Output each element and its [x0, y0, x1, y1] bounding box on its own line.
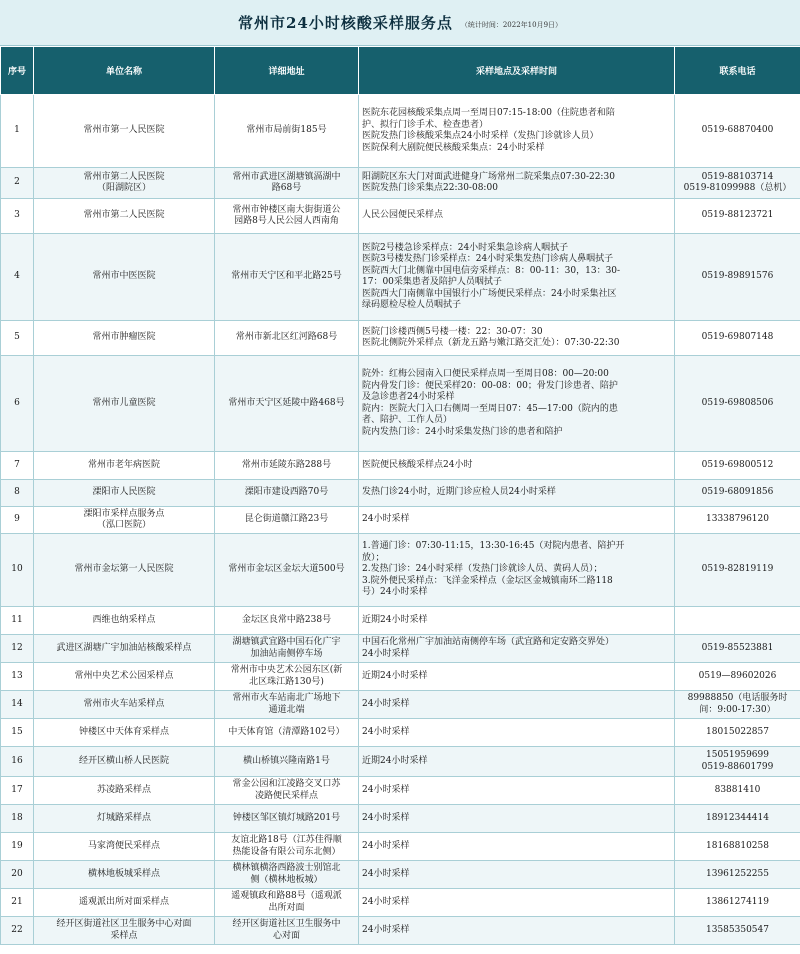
cell-unit-name: [34, 234, 215, 321]
cell-sampling-time: [359, 356, 675, 452]
cell-address-line: 园路8号人民公园人西南角: [234, 216, 339, 226]
cell-sampling-time-line: 医院2号楼急诊采样点：24小时采集急诊病人咽拭子: [362, 242, 569, 253]
table-row: [1, 356, 800, 452]
cell-address-line: 北区珠江路130号): [249, 676, 324, 687]
cell-unit-name: [34, 507, 215, 534]
cell-sampling-time-line: 发热门诊24小时，近期门诊应检人员24小时采样: [362, 487, 556, 498]
sampling-sites-table: [0, 46, 800, 945]
cell-address: [215, 480, 359, 507]
cell-phone: [675, 321, 800, 356]
cell-address-line: 中天体育馆（清潭路102号）: [228, 726, 345, 737]
cell-unit-name: [34, 777, 215, 805]
cell-unit-name: [34, 607, 215, 635]
cell-phone: [675, 95, 800, 168]
cell-sampling-time-line: 阳湖院区东大门对面武进健身广场常州二院采集点07:30-22:30: [362, 171, 615, 182]
cell-phone-line: 0519-88103714: [701, 171, 774, 182]
cell-index: 19: [1, 833, 34, 861]
cell-address-line: 昆仑街道赣江路23号: [244, 514, 329, 525]
cell-phone: [675, 663, 800, 691]
cell-address: [215, 321, 359, 356]
cell-unit-name-line: 采样点: [110, 930, 138, 941]
cell-address: [215, 663, 359, 691]
cell-unit-name-line: 常州市第二人民医院: [83, 171, 165, 182]
cell-index: 10: [1, 534, 34, 607]
cell-phone: [675, 691, 800, 719]
cell-phone-line: 89988850（电话服务时: [687, 693, 788, 703]
cell-unit-name-line: 常州市第一人民医院: [83, 125, 165, 136]
cell-sampling-time: [359, 889, 675, 917]
table-row: [1, 95, 800, 168]
cell-index: 13: [1, 663, 34, 691]
cell-address: [215, 747, 359, 777]
cell-unit-name-line: 经开区横山桥人民医院: [78, 755, 169, 766]
table-body: [1, 95, 800, 945]
cell-phone-line: 0519-88601799: [701, 761, 774, 772]
table-row: [1, 861, 800, 889]
table-row: [1, 805, 800, 833]
cell-index: 7: [1, 452, 34, 480]
table-row: [1, 607, 800, 635]
cell-sampling-time-line: 医院西大门南侧靠中国银行小广场便民采样点：24小时采集社区: [362, 288, 617, 299]
cell-address-line: 常州市天宁区和平北路25号: [231, 271, 342, 282]
cell-index: 20: [1, 861, 34, 889]
table-row: [1, 747, 800, 777]
cell-index: 21: [1, 889, 34, 917]
cell-phone: [675, 861, 800, 889]
cell-sampling-time-line: 2.发热门诊：24小时采样（发热门诊就诊人员、黄码人员）；: [362, 564, 603, 575]
cell-sampling-time: [359, 719, 675, 747]
table-row: [1, 889, 800, 917]
cell-unit-name-line: 横林地板城采样点: [87, 868, 160, 879]
cell-address: [215, 168, 359, 199]
cell-sampling-time: [359, 95, 675, 168]
cell-sampling-time-line: 24小时采样: [362, 514, 410, 525]
cell-phone: [675, 607, 800, 635]
cell-sampling-time-line: 24小时采样: [362, 648, 410, 659]
cell-sampling-time-line: 24小时采样: [362, 812, 410, 823]
cell-index: 8: [1, 480, 34, 507]
table-row: [1, 719, 800, 747]
cell-address: [215, 199, 359, 234]
cell-address-line: 湖塘镇武宜路中国石化广宇: [232, 637, 341, 647]
cell-sampling-time-line: 24小时采样: [362, 924, 410, 935]
cell-index: 3: [1, 199, 34, 234]
cell-phone: [675, 356, 800, 452]
cell-index: 14: [1, 691, 34, 719]
cell-phone-line: 0519-69807148: [701, 332, 774, 343]
cell-index: 15: [1, 719, 34, 747]
cell-index: 18: [1, 805, 34, 833]
cell-sampling-time-line: 医院门诊楼西侧5号楼一楼：22：30-07：30: [362, 326, 543, 337]
cell-phone-line: 13961252255: [706, 868, 769, 879]
cell-phone-line: 0519-85523881: [701, 642, 774, 653]
cell-address: [215, 833, 359, 861]
cell-sampling-time-line: 者、陪护、工作人员）: [362, 415, 453, 425]
cell-sampling-time-line: 中国石化常州广宇加油站南侧停车场（武宜路和定安路交界处）: [362, 637, 615, 647]
table-row: [1, 168, 800, 199]
cell-address-line: 热能设备有限公司东北侧）: [232, 846, 341, 857]
cell-unit-name: [34, 691, 215, 719]
cell-unit-name-line: （泓口医院）: [96, 520, 151, 530]
cell-sampling-time-line: 医院3号楼发热门诊采样点：24小时采集发热门诊病人鼻咽拭子: [362, 254, 614, 264]
cell-sampling-time-line: 17：00采集患者及陪护人员咽拭子: [362, 277, 502, 287]
cell-phone: [675, 889, 800, 917]
cell-unit-name-line: 武进区湖塘广宇加油站核酸采样点: [56, 642, 192, 653]
table-row: [1, 833, 800, 861]
cell-address-line: 横山桥镇兴隆南路1号: [243, 755, 330, 766]
cell-address: [215, 917, 359, 945]
cell-sampling-time-line: 医院便民核酸采样点24小时: [362, 459, 473, 470]
table-row: [1, 234, 800, 321]
cell-unit-name: [34, 635, 215, 663]
cell-phone: [675, 534, 800, 607]
cell-phone-line: 0519-81099988（总机）: [683, 183, 792, 193]
cell-unit-name-line: 常州市金坛第一人民医院: [74, 564, 174, 575]
cell-phone: [675, 199, 800, 234]
cell-address-line: 侧（横林地板城）: [250, 874, 323, 885]
cell-unit-name-line: 常州市老年病医院: [87, 459, 160, 470]
cell-index: 4: [1, 234, 34, 321]
cell-unit-name: [34, 889, 215, 917]
cell-unit-name: [34, 95, 215, 168]
cell-index: 1: [1, 95, 34, 168]
cell-phone-line: 15051959699: [706, 750, 769, 760]
cell-address-line: 常州市武进区湖塘镇滆湖中: [232, 171, 341, 182]
cell-phone-line: 0519-68091856: [701, 487, 774, 498]
cell-address-line: 常州市天宁区延陵中路468号: [228, 397, 345, 408]
cell-address: [215, 452, 359, 480]
page-title: 常州市24小时核酸采样服务点: [237, 14, 453, 32]
cell-address-line: 凌路便民采样点: [254, 790, 318, 801]
cell-unit-name: [34, 833, 215, 861]
cell-sampling-time-line: 近期24小时采样: [362, 755, 428, 766]
col-header-unit-name: 单位名称: [34, 47, 215, 95]
cell-phone-line: 83881410: [714, 784, 761, 795]
cell-address-line: 常州市中央艺术公园东区(新: [230, 665, 343, 675]
cell-unit-name-line: （阳湖院区）: [96, 183, 151, 193]
cell-phone: [675, 805, 800, 833]
cell-sampling-time-line: 24小时采样: [362, 726, 410, 737]
page-subtitle: （统计时间：2022年10月9日）: [460, 20, 563, 29]
cell-address: [215, 607, 359, 635]
table-row: [1, 452, 800, 480]
cell-unit-name-line: 常州市火车站采样点: [83, 698, 165, 709]
table-row: [1, 691, 800, 719]
cell-phone-line: 间：9:00-17:30）: [699, 704, 776, 715]
cell-sampling-time-line: 近期24小时采样: [362, 614, 428, 625]
cell-sampling-time-line: 院内：医院大门入口右侧周一至周日07：45—17:00（院内的患: [362, 403, 618, 414]
table-row: [1, 777, 800, 805]
cell-unit-name-line: 钟楼区中天体育采样点: [78, 726, 169, 737]
cell-phone-line: 0519-68870400: [701, 125, 774, 136]
cell-index: 22: [1, 917, 34, 945]
cell-unit-name-line: 常州市中医医院: [92, 271, 156, 282]
col-header-address: 详细地址: [215, 47, 359, 95]
cell-unit-name: [34, 861, 215, 889]
cell-unit-name: [34, 480, 215, 507]
cell-address-line: 加油站南侧停车场: [250, 648, 323, 659]
cell-sampling-time-line: 医院保利大剧院便民核酸采集点：24小时采样: [362, 142, 545, 153]
cell-phone: [675, 833, 800, 861]
cell-unit-name-line: 遥观派出所对面采样点: [78, 896, 169, 907]
cell-sampling-time-line: 1.普通门诊：07:30-11:15，13:30-16:45（对院内患者、陪护开: [362, 541, 625, 552]
cell-address: [215, 861, 359, 889]
page-title-bar: [0, 0, 800, 46]
cell-unit-name-line: 溧阳市人民医院: [92, 487, 156, 498]
cell-sampling-time: [359, 168, 675, 199]
table-row: [1, 199, 800, 234]
cell-phone: [675, 777, 800, 805]
cell-sampling-time-line: 近期24小时采样: [362, 670, 428, 681]
cell-address-line: 常州市延陵东路288号: [241, 459, 332, 470]
cell-address-line: 横林镇横洛西路波士别馆北: [232, 863, 341, 873]
cell-address-line: 溧阳市建设西路70号: [244, 487, 329, 498]
cell-unit-name-line: 常州市第二人民医院: [83, 210, 165, 221]
cell-unit-name-line: 常州中央艺术公园采样点: [74, 670, 174, 681]
cell-index: 17: [1, 777, 34, 805]
col-header-sampling-time: 采样地点及采样时间: [359, 47, 675, 95]
cell-address: [215, 805, 359, 833]
cell-phone-line: 13585350547: [706, 924, 769, 935]
cell-unit-name: [34, 452, 215, 480]
cell-sampling-time-line: 医院北侧院外采样点（新龙五路与嫩江路交汇处）：07:30-22:30: [362, 338, 620, 348]
cell-sampling-time: [359, 199, 675, 234]
table-row: [1, 507, 800, 534]
cell-phone: [675, 234, 800, 321]
cell-sampling-time: [359, 691, 675, 719]
cell-sampling-time-line: 医院西大门北侧靠中国电信旁采样点：8：00-11：30，13：30-: [362, 265, 621, 276]
cell-sampling-time: [359, 663, 675, 691]
cell-unit-name: [34, 663, 215, 691]
cell-phone-line: 13861274119: [706, 896, 769, 907]
cell-sampling-time-line: 24小时采样: [362, 840, 410, 851]
cell-address-line: 出所对面: [268, 902, 305, 913]
cell-address-line: 常州市火车站南北广场地下: [232, 693, 341, 703]
cell-address-line: 金坛区良常中路238号: [241, 614, 332, 625]
cell-sampling-time-line: 护、拟行门诊手术、检查患者）: [362, 119, 489, 130]
cell-index: 16: [1, 747, 34, 777]
table-header-row: [1, 47, 800, 95]
table-row: [1, 480, 800, 507]
cell-address: [215, 95, 359, 168]
cell-unit-name-line: 马家湾便民采样点: [87, 840, 160, 851]
cell-phone: [675, 635, 800, 663]
cell-address-line: 经开区街道社区卫生服务中: [232, 919, 341, 929]
cell-index: 12: [1, 635, 34, 663]
cell-address-line: 常州市钟楼区南大街街道公: [232, 204, 341, 215]
cell-address-line: 遥观镇政和路88号（遥观派: [231, 891, 342, 901]
col-header-phone: 联系电话: [675, 47, 800, 95]
cell-phone-line: 0519-69808506: [701, 397, 774, 408]
cell-unit-name: [34, 534, 215, 607]
cell-sampling-time-line: 放）；: [362, 552, 385, 563]
cell-phone-line: 13338796120: [706, 514, 769, 525]
cell-address-line: 心对面: [272, 930, 300, 941]
cell-address-line: 常州市局前街185号: [246, 125, 327, 136]
cell-phone: [675, 168, 800, 199]
cell-index: 11: [1, 607, 34, 635]
cell-address: [215, 635, 359, 663]
cell-unit-name: [34, 805, 215, 833]
cell-phone-line: 18015022857: [706, 726, 769, 737]
cell-sampling-time: [359, 917, 675, 945]
cell-unit-name: [34, 168, 215, 199]
cell-unit-name-line: 苏凌路采样点: [96, 784, 151, 795]
cell-sampling-time-line: 24小时采样: [362, 896, 410, 907]
cell-unit-name-line: 常州市肿瘤医院: [92, 332, 156, 343]
cell-sampling-time: [359, 861, 675, 889]
cell-sampling-time-line: 24小时采样: [362, 784, 410, 795]
cell-index: 6: [1, 356, 34, 452]
cell-phone-line: 0519-69800512: [701, 459, 774, 470]
cell-sampling-time-line: 人民公园便民采样点: [362, 210, 444, 221]
cell-phone: [675, 719, 800, 747]
table-row: [1, 663, 800, 691]
cell-unit-name-line: 西维也纳采样点: [92, 614, 156, 625]
cell-unit-name: [34, 356, 215, 452]
cell-sampling-time-line: 3.院外便民采样点：飞洋金采样点（金坛区金城镇南环二路118: [362, 575, 613, 586]
cell-unit-name: [34, 917, 215, 945]
cell-sampling-time: [359, 452, 675, 480]
cell-sampling-time: [359, 321, 675, 356]
cell-address: [215, 691, 359, 719]
cell-address-line: 路68号: [271, 183, 302, 193]
table-row: [1, 321, 800, 356]
cell-sampling-time-line: 院外：红梅公园南入口便民采样点周一至周日08：00—20:00: [362, 369, 609, 379]
cell-sampling-time-line: 医院发热门诊核酸采集点24小时采样（发热门诊就诊人员）: [362, 131, 599, 141]
cell-address-line: 通道北端: [268, 704, 305, 715]
cell-index: 9: [1, 507, 34, 534]
cell-address: [215, 889, 359, 917]
cell-sampling-time: [359, 833, 675, 861]
cell-sampling-time: [359, 805, 675, 833]
cell-unit-name-line: 常州市儿童医院: [92, 397, 156, 408]
cell-address: [215, 507, 359, 534]
col-header-index: 序号: [1, 47, 34, 95]
cell-address: [215, 534, 359, 607]
cell-phone-line: 0519-88123721: [701, 210, 774, 221]
cell-unit-name: [34, 199, 215, 234]
cell-unit-name-line: 溧阳市采样点服务点: [83, 508, 165, 519]
cell-sampling-time-line: 医院发热门诊采集点22:30-08:00: [362, 183, 498, 193]
cell-sampling-time-line: 及急诊患者24小时采样: [362, 392, 455, 402]
cell-sampling-time: [359, 534, 675, 607]
table-row: [1, 534, 800, 607]
cell-address: [215, 719, 359, 747]
cell-phone: [675, 452, 800, 480]
table-row: [1, 635, 800, 663]
cell-sampling-time: [359, 635, 675, 663]
cell-address: [215, 234, 359, 321]
cell-sampling-time-line: 院内骨发门诊：便民采样20：00-08：00；骨发门诊患者、陪护: [362, 380, 618, 391]
cell-phone: [675, 507, 800, 534]
cell-unit-name-line: 灯城路采样点: [96, 812, 151, 823]
cell-address-line: 常州市金坛区金坛大道500号: [228, 564, 345, 575]
cell-sampling-time-line: 号）24小时采样: [362, 587, 428, 598]
cell-phone-line: 18912344414: [706, 812, 769, 823]
cell-phone: [675, 747, 800, 777]
cell-sampling-time: [359, 507, 675, 534]
cell-phone: [675, 917, 800, 945]
cell-sampling-time: [359, 747, 675, 777]
cell-unit-name: [34, 747, 215, 777]
table-row: [1, 917, 800, 945]
cell-unit-name: [34, 719, 215, 747]
cell-index: 2: [1, 168, 34, 199]
cell-phone-line: 0519-89891576: [701, 271, 774, 282]
cell-address-line: 钟楼区邹区镇灯城路201号: [232, 812, 341, 823]
cell-sampling-time-line: 院内发热门诊：24小时采集发热门诊的患者和陪护: [362, 426, 563, 437]
cell-sampling-time: [359, 607, 675, 635]
cell-address: [215, 777, 359, 805]
cell-sampling-time-line: 24小时采样: [362, 868, 410, 879]
cell-phone-line: 18168810258: [706, 840, 769, 851]
cell-address-line: 友谊北路18号（江苏佳得顺: [231, 835, 342, 845]
cell-unit-name: [34, 321, 215, 356]
cell-unit-name-line: 经开区街道社区卫生服务中心对面: [56, 919, 192, 929]
cell-sampling-time-line: 24小时采样: [362, 698, 410, 709]
cell-phone-line: 0519—89602026: [698, 670, 777, 681]
cell-address: [215, 356, 359, 452]
cell-sampling-time: [359, 777, 675, 805]
cell-index: 5: [1, 321, 34, 356]
cell-phone: [675, 480, 800, 507]
cell-phone-line: 0519-82819119: [701, 564, 774, 575]
cell-sampling-time-line: 医院东花园核酸采集点周一至周日07:15-18:00（住院患者和陪: [362, 108, 615, 118]
cell-sampling-time: [359, 480, 675, 507]
cell-sampling-time: [359, 234, 675, 321]
cell-address-line: 常州市新北区红河路68号: [235, 332, 338, 343]
cell-address-line: 常金公园和江凌路交叉口苏: [232, 779, 341, 789]
cell-sampling-time-line: 绿码愿检尽检人员咽拭子: [362, 300, 462, 310]
